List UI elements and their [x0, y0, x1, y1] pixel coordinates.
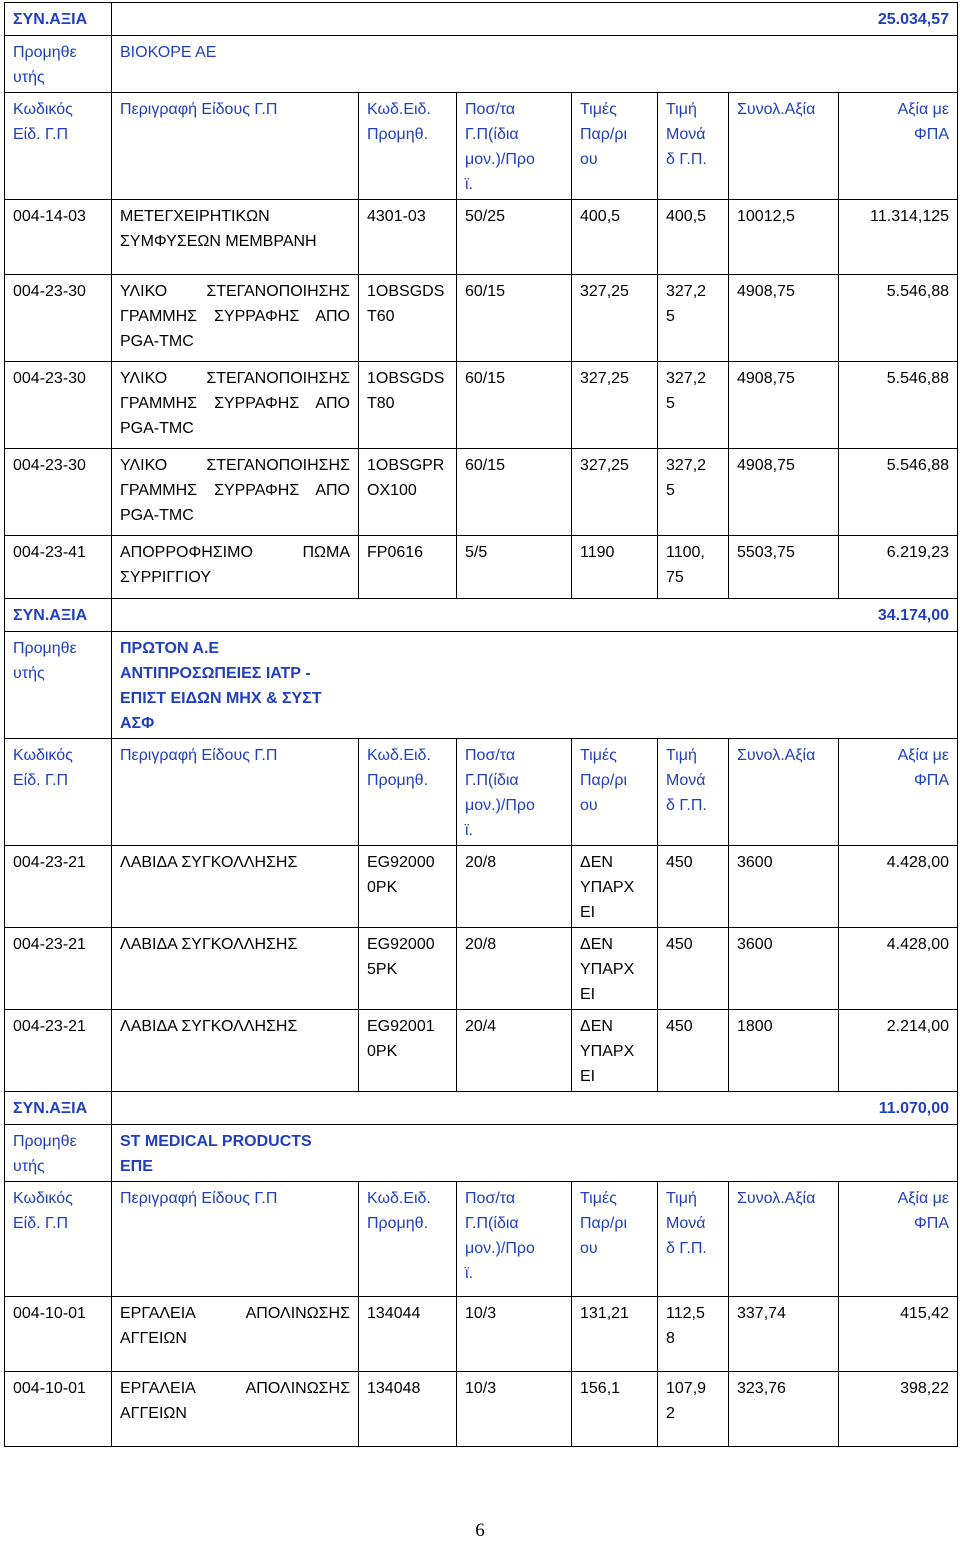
total-value: 34.174,00: [112, 599, 958, 632]
table-cell: 1OBSGPR OX100: [359, 449, 457, 536]
table-cell: 20/4: [457, 1010, 572, 1092]
table-cell: 3600: [729, 928, 839, 1010]
table-row: [5, 1010, 958, 1092]
column-header: Περιγραφή Είδους Γ.Π: [112, 739, 359, 846]
table-cell: 10/3: [457, 1372, 572, 1447]
table-cell: 20/8: [457, 846, 572, 928]
table-cell: 004-23-30: [5, 275, 112, 362]
table-cell: 004-23-30: [5, 362, 112, 449]
column-header: Κωδ.Ειδ. Προμηθ.: [359, 739, 457, 846]
table-cell: ΛΑΒΙΔΑ ΣΥΓΚΟΛΛΗΣΗΣ: [112, 1010, 359, 1092]
supplier-row: [5, 1125, 958, 1182]
table-cell: 11.314,125: [839, 200, 958, 275]
column-header: Αξία με ΦΠΑ: [839, 1182, 958, 1297]
table-cell: 1OBSGDS T60: [359, 275, 457, 362]
table-cell: 107,9 2: [658, 1372, 729, 1447]
supplier-name: ΒΙΟΚΟΡΕ ΑΕ: [112, 36, 958, 93]
total-value: 25.034,57: [112, 3, 958, 36]
supplier-label: Προμηθε υτής: [5, 632, 112, 739]
table-cell: 5503,75: [729, 536, 839, 599]
column-header: Ποσ/τα Γ.Π(ίδια μον.)/Προ ϊ.: [457, 93, 572, 200]
total-value: 11.070,00: [112, 1092, 958, 1125]
table-cell: ΥΛΙΚΟ ΣΤΕΓΑΝΟΠΟΙΗΣΗΣ ΓΡΑΜΜΗΣ ΣΥΡΡΑΦΗΣ ΑΠΟ PGA-TMC: [112, 275, 359, 362]
table-cell: 5.546,88: [839, 275, 958, 362]
table-cell: 4908,75: [729, 275, 839, 362]
table-cell: 10012,5: [729, 200, 839, 275]
table-cell: 1800: [729, 1010, 839, 1092]
table-cell: 60/15: [457, 362, 572, 449]
total-row: [5, 1092, 958, 1125]
table-row: [5, 1372, 958, 1447]
table-cell: 327,2 5: [658, 362, 729, 449]
table-cell: 50/25: [457, 200, 572, 275]
table-cell: ΛΑΒΙΔΑ ΣΥΓΚΟΛΛΗΣΗΣ: [112, 846, 359, 928]
table-cell: 327,25: [572, 362, 658, 449]
column-header: Περιγραφή Είδους Γ.Π: [112, 1182, 359, 1297]
table-cell: 134044: [359, 1297, 457, 1372]
table-cell: 10/3: [457, 1297, 572, 1372]
column-header: Συνολ.Αξία: [729, 739, 839, 846]
column-header: Περιγραφή Είδους Γ.Π: [112, 93, 359, 200]
supplier-row: [5, 632, 958, 739]
table-cell: 004-23-30: [5, 449, 112, 536]
table-row: [5, 536, 958, 599]
table-cell: 1100, 75: [658, 536, 729, 599]
column-header: Συνολ.Αξία: [729, 93, 839, 200]
column-header: Τιμή Μονά δ Γ.Π.: [658, 1182, 729, 1297]
column-header: Κωδικός Είδ. Γ.Π: [5, 739, 112, 846]
table-cell: 156,1: [572, 1372, 658, 1447]
table-cell: ΥΛΙΚΟ ΣΤΕΓΑΝΟΠΟΙΗΣΗΣ ΓΡΑΜΜΗΣ ΣΥΡΡΑΦΗΣ ΑΠΟ PGA-TMC: [112, 362, 359, 449]
column-header: Κωδ.Ειδ. Προμηθ.: [359, 1182, 457, 1297]
table-cell: ΛΑΒΙΔΑ ΣΥΓΚΟΛΛΗΣΗΣ: [112, 928, 359, 1010]
table-cell: 004-23-21: [5, 928, 112, 1010]
table-cell: 4908,75: [729, 449, 839, 536]
table-cell: 004-10-01: [5, 1297, 112, 1372]
table-cell: EG92000 5PK: [359, 928, 457, 1010]
table-cell: 4.428,00: [839, 846, 958, 928]
column-header: Τιμές Παρ/ρι ου: [572, 739, 658, 846]
column-header: Ποσ/τα Γ.Π(ίδια μον.)/Προ ϊ.: [457, 1182, 572, 1297]
table-cell: 5.546,88: [839, 362, 958, 449]
supplier-label: Προμηθε υτής: [5, 36, 112, 93]
total-row: [5, 3, 958, 36]
total-label: ΣΥΝ.ΑΞΙΑ: [5, 599, 112, 632]
table-cell: 131,21: [572, 1297, 658, 1372]
table-row: [5, 449, 958, 536]
table-cell: EG92000 0PK: [359, 846, 457, 928]
column-header: Κωδικός Είδ. Γ.Π: [5, 93, 112, 200]
table-cell: 004-23-21: [5, 846, 112, 928]
supplier-name: ST MEDICAL PRODUCTS ΕΠΕ: [112, 1125, 958, 1182]
column-header: Τιμή Μονά δ Γ.Π.: [658, 93, 729, 200]
table-cell: 327,2 5: [658, 449, 729, 536]
table-row: [5, 928, 958, 1010]
table-cell: 1OBSGDS T80: [359, 362, 457, 449]
table-row: [5, 275, 958, 362]
table-row: [5, 846, 958, 928]
column-header: Τιμές Παρ/ρι ου: [572, 1182, 658, 1297]
table-cell: ΥΛΙΚΟ ΣΤΕΓΑΝΟΠΟΙΗΣΗΣ ΓΡΑΜΜΗΣ ΣΥΡΡΑΦΗΣ ΑΠΟ PGA-TMC: [112, 449, 359, 536]
table-cell: ΔΕΝ ΥΠΑΡΧ ΕΙ: [572, 928, 658, 1010]
procurement-table: [4, 2, 958, 1447]
table-cell: ΑΠΟΡΡΟΦΗΣΙΜΟ ΠΩΜΑ ΣΥΡΡΙΓΓΙΟΥ: [112, 536, 359, 599]
table-cell: 5.546,88: [839, 449, 958, 536]
table-cell: 4301-03: [359, 200, 457, 275]
column-header: Αξία με ΦΠΑ: [839, 93, 958, 200]
column-header: Κωδ.Ειδ. Προμηθ.: [359, 93, 457, 200]
table-cell: EG92001 0PK: [359, 1010, 457, 1092]
column-header: Αξία με ΦΠΑ: [839, 739, 958, 846]
header-row: [5, 1182, 958, 1297]
total-row: [5, 599, 958, 632]
column-header: Κωδικός Είδ. Γ.Π: [5, 1182, 112, 1297]
table-row: [5, 1297, 958, 1372]
table-cell: 60/15: [457, 449, 572, 536]
table-cell: 5/5: [457, 536, 572, 599]
table-row: [5, 200, 958, 275]
table-cell: 3600: [729, 846, 839, 928]
table-cell: 112,5 8: [658, 1297, 729, 1372]
total-label: ΣΥΝ.ΑΞΙΑ: [5, 1092, 112, 1125]
table-cell: 1190: [572, 536, 658, 599]
table-cell: 337,74: [729, 1297, 839, 1372]
table-cell: 004-23-21: [5, 1010, 112, 1092]
table-cell: 327,25: [572, 449, 658, 536]
table-cell: ΕΡΓΑΛΕΙΑ ΑΠΟΛΙΝΩΣΗΣ ΑΓΓΕΙΩΝ: [112, 1297, 359, 1372]
table-cell: 327,25: [572, 275, 658, 362]
table-cell: ΕΡΓΑΛΕΙΑ ΑΠΟΛΙΝΩΣΗΣ ΑΓΓΕΙΩΝ: [112, 1372, 359, 1447]
table-cell: 004-10-01: [5, 1372, 112, 1447]
table-cell: 2.214,00: [839, 1010, 958, 1092]
table-cell: ΜΕΤΕΓΧΕΙΡΗΤΙΚΩΝ ΣΥΜΦΥΣΕΩΝ ΜΕΜΒΡΑΝΗ: [112, 200, 359, 275]
table-cell: 398,22: [839, 1372, 958, 1447]
table-cell: 323,76: [729, 1372, 839, 1447]
table-cell: 450: [658, 1010, 729, 1092]
table-cell: FP0616: [359, 536, 457, 599]
table-row: [5, 362, 958, 449]
total-label: ΣΥΝ.ΑΞΙΑ: [5, 3, 112, 36]
table-cell: 400,5: [658, 200, 729, 275]
table-cell: 004-14-03: [5, 200, 112, 275]
table-cell: 450: [658, 928, 729, 1010]
table-cell: 60/15: [457, 275, 572, 362]
table-cell: 20/8: [457, 928, 572, 1010]
supplier-row: [5, 36, 958, 93]
column-header: Τιμές Παρ/ρι ου: [572, 93, 658, 200]
column-header: Ποσ/τα Γ.Π(ίδια μον.)/Προ ϊ.: [457, 739, 572, 846]
supplier-name: ΠΡΩΤΟΝ Α.Ε ΑΝΤΙΠΡΟΣΩΠΕΙΕΣ ΙΑΤΡ - ΕΠΙΣΤ ΕΙΔΩΝ ΜΗΧ & ΣΥΣΤ ΑΣΦ: [112, 632, 958, 739]
page-number: 6: [475, 1520, 485, 1541]
table-cell: 6.219,23: [839, 536, 958, 599]
table-cell: 4.428,00: [839, 928, 958, 1010]
header-row: [5, 93, 958, 200]
table-cell: 415,42: [839, 1297, 958, 1372]
table-cell: ΔΕΝ ΥΠΑΡΧ ΕΙ: [572, 846, 658, 928]
table-cell: 327,2 5: [658, 275, 729, 362]
table-cell: 004-23-41: [5, 536, 112, 599]
column-header: Τιμή Μονά δ Γ.Π.: [658, 739, 729, 846]
table-cell: 400,5: [572, 200, 658, 275]
table-cell: 450: [658, 846, 729, 928]
supplier-label: Προμηθε υτής: [5, 1125, 112, 1182]
header-row: [5, 739, 958, 846]
table-cell: ΔΕΝ ΥΠΑΡΧ ΕΙ: [572, 1010, 658, 1092]
table-cell: 134048: [359, 1372, 457, 1447]
table-cell: 4908,75: [729, 362, 839, 449]
column-header: Συνολ.Αξία: [729, 1182, 839, 1297]
